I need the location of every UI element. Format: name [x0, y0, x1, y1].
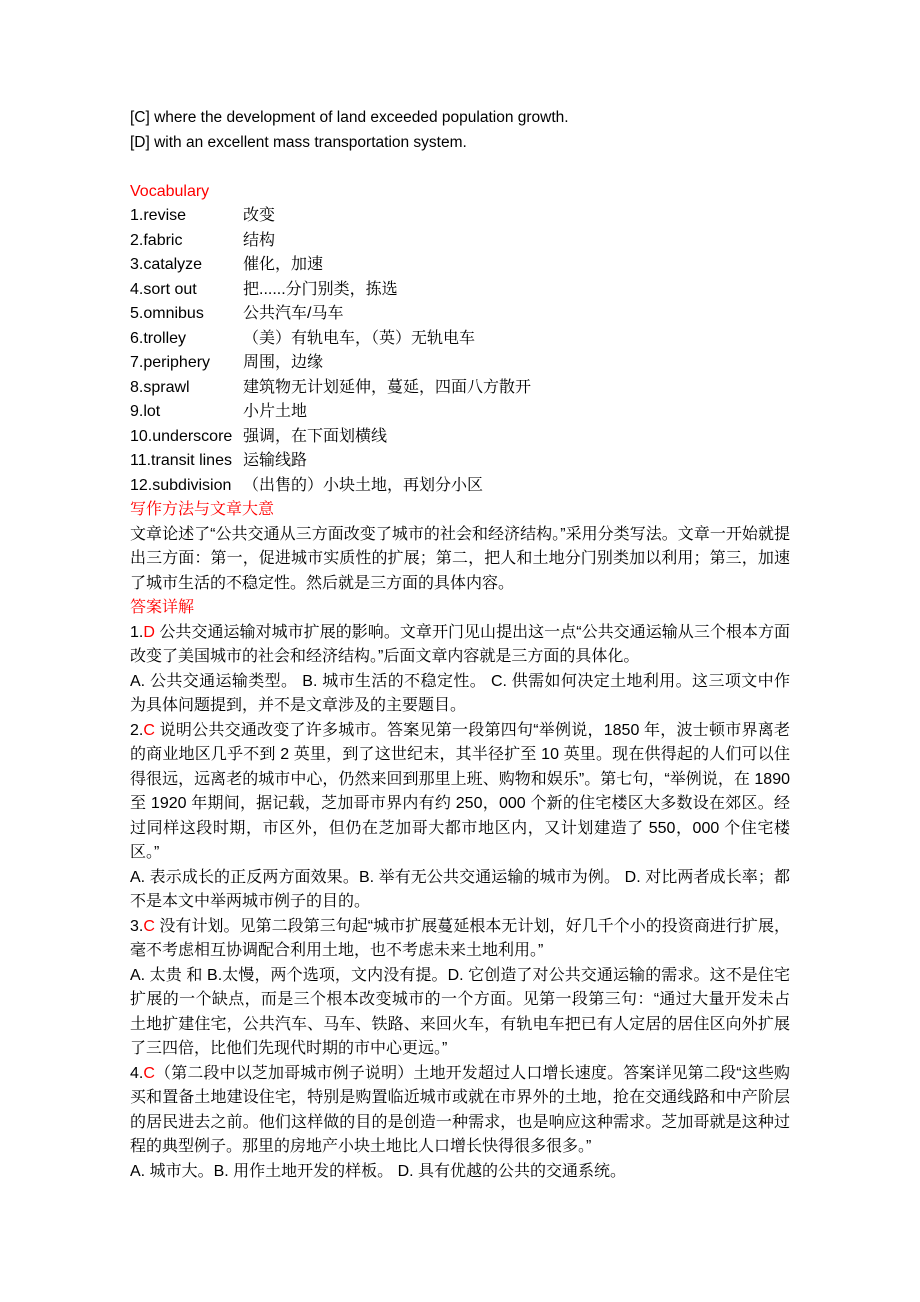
vocab-definition: 催化，加速 [243, 256, 324, 273]
answer-item-2 [130, 719, 790, 915]
answer-number: 2. [130, 721, 144, 739]
vocab-term: 10.underscore [130, 427, 233, 445]
vocab-definition: （出售的）小块土地，再划分小区 [243, 476, 484, 494]
vocab-item [130, 474, 790, 499]
vocab-term: 9.lot [130, 403, 161, 420]
answer-note: A. 城市大。B. 用作土地开发的样板。 D. 具有优越的公共的交通系统。 [130, 1162, 627, 1180]
answer-note: A. 表示成长的正反两方面效果。B. 举有无公共交通运输的城市为例。 D. 对比两者成长率；都不是本文中举两城市例子的目的。 [130, 868, 790, 910]
vocab-term: 4.sort out [130, 280, 197, 298]
vocab-definition: 周围，边缘 [243, 354, 324, 371]
vocab-item [130, 351, 790, 376]
answer-explanation-line [130, 621, 790, 670]
vocab-term: 5.omnibus [130, 305, 204, 322]
answer-letter: C [143, 917, 155, 935]
vocab-definition: （美）有轨电车，（英）无轨电车 [243, 329, 476, 347]
answer-explanation: 没有计划。见第二段第三句起“城市扩展蔓延根本无计划，好几千个小的投资商进行扩展，毫不考虑相互协调配合利用土地，也不考虑未来土地利用。” [130, 917, 790, 959]
vocab-term: 3.catalyze [130, 256, 203, 273]
answer-explanation-line [130, 1062, 790, 1160]
answer-explanation: 说明公共交通改变了许多城市。答案见第一段第四句“举例说，1850 年，波士顿市界离老的商业地区几乎不到 2 英里，到了这世纪末，其半径扩至 10 英里。现在供得起的人们可以住得很远，远离老的城市中心，仍然来回到那里上班、购物和娱乐”。第七句，“举例说，在 1890 至 1920 年期间，据记载，芝加哥市界内有约 250，000 个新的住宅楼区大多数设在郊区。经过同样这段时期，市区外，但仍在芝加哥大都市地区内，又计划建造了 550，000 个住宅楼区。” [130, 721, 790, 861]
vocab-definition: 改变 [243, 207, 276, 224]
answer-number: 4. [130, 1064, 144, 1082]
vocab-item [130, 302, 790, 327]
answer-number: 3. [130, 917, 144, 935]
vocab-definition: 运输线路 [243, 452, 308, 469]
answer-explanation: 公共交通运输对城市扩展的影响。文章开门见山提出这一点“公共交通运输从三个根本方面改变了美国城市的社会和经济结构。”后面文章内容就是三方面的具体化。 [130, 623, 790, 665]
answer-explanation: （第二段中以芝加哥城市例子说明）土地开发超过人口增长速度。答案详见第二段“这些购买和置备土地建设住宅，特别是购置临近城市或就在市界外的土地，抢在交通线路和中产阶层的居民进去之前。他们这样做的目的是创造一种需求，也是响应这种需求。芝加哥就是这种过程的典型例子。那里的房地产小块土地比人口增长快得很多很多。” [130, 1064, 790, 1155]
vocab-term: 2.fabric [130, 231, 183, 249]
answer-number: 1. [130, 623, 144, 641]
vocab-definition: 建筑物无计划延伸，蔓延，四面八方散开 [243, 378, 532, 396]
vocabulary-heading: Vocabulary [130, 182, 210, 200]
vocab-definition: 公共汽车/马车 [243, 305, 344, 322]
vocab-item [130, 229, 790, 254]
vocab-definition: 强调，在下面划横线 [243, 427, 388, 445]
option-d-line: [D] with an excellent mass transportation system. [130, 133, 467, 151]
vocab-item [130, 449, 790, 474]
writing-method-heading: 写作方法与文章大意 [130, 501, 275, 518]
answer-explanation-line [130, 915, 790, 964]
vocab-term: 1.revise [130, 207, 187, 224]
vocab-definition: 把......分门别类，拣选 [243, 280, 398, 298]
answer-letter: D [143, 623, 155, 641]
vocabulary-list [130, 204, 790, 498]
vocab-item [130, 400, 790, 425]
vocab-definition: 小片土地 [243, 403, 308, 420]
vocab-item [130, 327, 790, 352]
vocab-item [130, 425, 790, 450]
answer-letter: C [143, 1064, 155, 1082]
answer-item-1 [130, 621, 790, 719]
vocab-term: 7.periphery [130, 354, 211, 371]
vocab-term: 12.subdivision [130, 476, 232, 494]
vocab-item [130, 376, 790, 401]
vocab-term: 6.trolley [130, 329, 187, 347]
answer-key-heading: 答案详解 [130, 599, 195, 616]
vocab-definition: 结构 [243, 231, 276, 249]
vocab-term: 11.transit lines [130, 452, 232, 469]
vocab-item [130, 253, 790, 278]
vocab-item [130, 204, 790, 229]
answer-letter: C [143, 721, 155, 739]
answer-note: A. 太贵 和 B.太慢，两个选项，文内没有提。D. 它创造了对公共交通运输的需求。这不是住宅扩展的一个缺点，而是三个根本改变城市的一个方面。见第一段第三句：“通过大量开发未占土地扩建住宅，公共汽车、马车、铁路、来回火车，有轨电车把已有人定居的居住区向外扩展了三四倍，比他们先现代时期的市中心更远。” [130, 966, 790, 1057]
vocab-item [130, 278, 790, 303]
vocab-term: 8.sprawl [130, 378, 190, 396]
answer-item-3 [130, 915, 790, 1062]
option-c-line: [C] where the development of land exceeded population growth. [130, 109, 569, 126]
answer-note: A. 公共交通运输类型。 B. 城市生活的不稳定性。 C. 供需如何决定土地利用。这三项文中作为具体问题提到，并不是文章涉及的主要题目。 [130, 672, 790, 714]
answer-item-4 [130, 1062, 790, 1185]
writing-method-body: 文章论述了“公共交通从三方面改变了城市的社会和经济结构。”采用分类写法。文章一开始就提出三方面：第一，促进城市实质性的扩展；第二，把人和土地分门别类加以利用；第三，加速了城市生活的不稳定性。然后就是三方面的具体内容。 [130, 525, 790, 592]
answer-explanation-line [130, 719, 790, 866]
